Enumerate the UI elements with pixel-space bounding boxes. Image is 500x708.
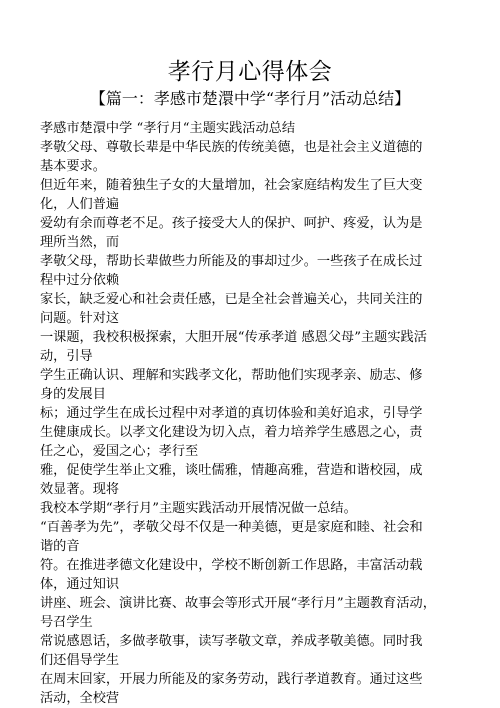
- body-line: 效显著。现将: [40, 482, 120, 497]
- body-line: 讲座、班会、演讲比赛、故事会等形式开展“孝行月”主题教育活动，: [40, 596, 436, 611]
- body-line: 任之心，爱国之心；孝行至: [40, 444, 199, 459]
- body-line: 体，通过知识: [40, 577, 120, 592]
- body-line: 号召学生: [40, 615, 93, 630]
- body-line: “百善孝为先”，孝敬父母不仅是一种美德，更是家庭和睦、社会和: [40, 520, 423, 535]
- body-line: 爱幼有余而尊老不足。孩子接受大人的保护、呵护、疼爱，认为是: [40, 216, 423, 231]
- body-line: 家长，缺乏爱心和社会责任感，已是全社会普遍关心，共同关注的: [40, 292, 423, 307]
- document-body: [40, 119, 462, 708]
- document-title: 孝行月心得体会: [167, 59, 333, 85]
- body-line: 动，引导: [40, 349, 93, 364]
- body-line: 程中过分依赖: [40, 273, 120, 288]
- body-line: 孝敬父母，帮助长辈做些力所能及的事却过少。一些孩子在成长过: [40, 254, 423, 269]
- body-line: 们还倡导学生: [40, 653, 120, 668]
- body-line: 孝感市楚澴中学 “孝行月“主题实践活动总结: [40, 121, 296, 136]
- body-line: 雅，促使学生举止文雅，谈吐儒雅，情趣高雅，营造和谐校园，成: [40, 463, 423, 478]
- body-line: 标；通过学生在成长过程中对孝道的真切体验和美好追求，引导学: [40, 406, 423, 421]
- body-line: 一课题，我校积极探索，大胆开展“传承孝道 感恩父母”主题实践活: [40, 330, 427, 345]
- body-line: 在周末回家，开展力所能及的家务劳动，践行孝道教育。通过这些: [40, 672, 423, 687]
- body-line: 生健康成长。以孝文化建设为切入点，着力培养学生感恩之心，责: [40, 425, 423, 440]
- body-line: 化，人们普遍: [40, 197, 120, 212]
- document-subtitle: 【篇一：孝感市楚澴中学“孝行月”活动总结】: [89, 89, 411, 108]
- body-line: 我校本学期“孝行月”主题实践活动开展情况做一总结。: [40, 501, 357, 516]
- body-line: 谐的音: [40, 539, 80, 554]
- body-line: 基本要求。: [40, 159, 106, 174]
- body-line: 常说感恩话，多做孝敬事，读写孝敬文章，养成孝敬美德。同时我: [40, 634, 423, 649]
- body-line: 学生正确认识、理解和实践孝文化，帮助他们实现孝亲、励志、修: [40, 368, 423, 383]
- body-line: 符。在推进孝德文化建设中，学校不断创新工作思路，丰富活动载: [40, 558, 423, 573]
- body-line: 问题。针对这: [40, 311, 120, 326]
- body-line: 理所当然，而: [40, 235, 120, 250]
- body-line: 身的发展目: [40, 387, 106, 402]
- body-line: 但近年来，随着独生子女的大量增加，社会家庭结构发生了巨大变: [40, 178, 423, 193]
- body-line: 孝敬父母、尊敬长辈是中华民族的传统美德，也是社会主义道德的: [40, 140, 423, 155]
- body-line: 活动，全校营: [40, 691, 120, 706]
